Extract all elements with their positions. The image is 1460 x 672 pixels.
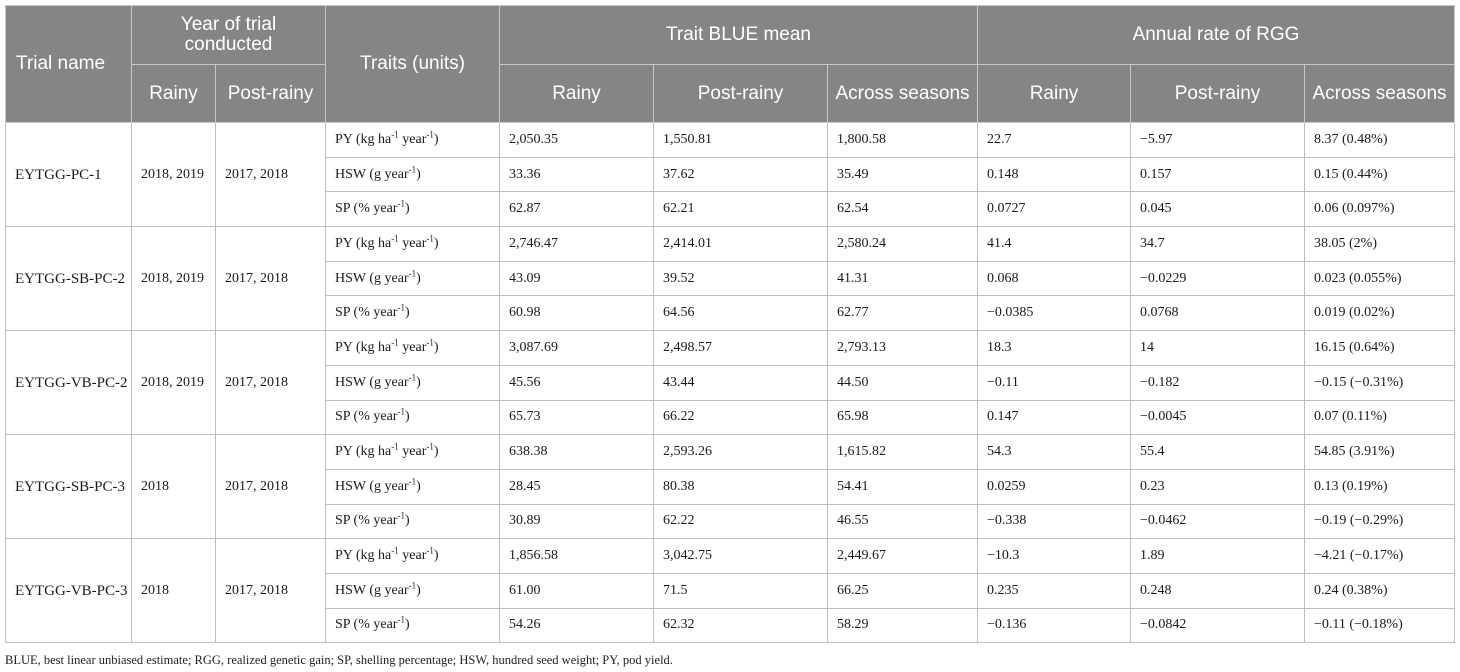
rgg-rainy-cell: −0.11 (978, 365, 1131, 400)
rgg-post-cell: 55.4 (1131, 435, 1305, 470)
trait-unit-sup2: -1 (426, 233, 434, 244)
trait-unit-sup2: -1 (426, 337, 434, 348)
trait-cell (326, 261, 500, 296)
trait-unit-sup1: -1 (391, 337, 399, 348)
header-year-conducted: Year of trial conducted (132, 6, 326, 65)
trait-unit-prefix: HSW (g year (335, 166, 409, 182)
blue-post-cell: 62.21 (654, 192, 828, 227)
post-rainy-years-cell: 2017, 2018 (216, 123, 326, 227)
blue-rainy-cell: 28.45 (500, 469, 654, 504)
trial-name-cell: EYTGG-SB-PC-3 (6, 435, 132, 539)
trait-unit-suffix: ) (433, 444, 439, 460)
rgg-rainy-cell: 22.7 (978, 123, 1131, 158)
blue-across-cell: 35.49 (828, 157, 978, 192)
trait-unit-sup1: -1 (391, 441, 399, 452)
table-header (6, 6, 1455, 123)
rgg-rainy-cell: 0.147 (978, 400, 1131, 435)
blue-rainy-cell: 61.00 (500, 573, 654, 608)
rgg-post-cell: 14 (1131, 331, 1305, 366)
table-row (6, 539, 1455, 574)
blue-post-cell: 2,414.01 (654, 227, 828, 262)
trait-unit-sup1: -1 (397, 198, 405, 209)
rgg-across-cell: 54.85 (3.91%) (1305, 435, 1455, 470)
rgg-rainy-cell: −0.0385 (978, 296, 1131, 331)
header-year-rainy: Rainy (132, 65, 216, 123)
blue-post-cell: 62.32 (654, 608, 828, 643)
rgg-post-cell: 0.248 (1131, 573, 1305, 608)
trait-unit-suffix: ) (404, 201, 410, 217)
header-trial-name: Trial name (6, 6, 132, 123)
trait-cell (326, 157, 500, 192)
trait-unit-suffix: ) (404, 409, 410, 425)
blue-across-cell: 1,615.82 (828, 435, 978, 470)
trait-unit-sup2: -1 (426, 129, 434, 140)
rgg-across-cell: 0.06 (0.097%) (1305, 192, 1455, 227)
trait-unit-sup2: -1 (426, 545, 434, 556)
rgg-across-cell: 0.13 (0.19%) (1305, 469, 1455, 504)
trait-unit-sup1: -1 (408, 372, 417, 382)
trait-unit-prefix: SP (% year (335, 617, 398, 633)
rgg-post-cell: 0.0768 (1131, 296, 1305, 331)
table-row (6, 227, 1455, 262)
trait-cell (326, 469, 500, 504)
blue-rainy-cell: 30.89 (500, 504, 654, 539)
trait-unit-suffix: ) (433, 339, 439, 355)
blue-rainy-cell: 3,087.69 (500, 331, 654, 366)
blue-rainy-cell: 2,746.47 (500, 227, 654, 262)
trait-cell (326, 539, 500, 574)
trait-unit-mid: year (398, 444, 427, 460)
trait-unit-sup1: -1 (397, 510, 405, 521)
blue-post-cell: 1,550.81 (654, 123, 828, 158)
table-footnote: BLUE, best linear unbiased estimate; RGG, realized genetic gain; SP, shelling percentage; HSW, hundred seed weight; PY, pod yield. (5, 653, 673, 667)
rgg-across-cell: 0.019 (0.02%) (1305, 296, 1455, 331)
rgg-post-cell: −5.97 (1131, 123, 1305, 158)
trait-unit-mid: year (398, 235, 427, 251)
table-row (6, 435, 1455, 470)
blue-across-cell: 58.29 (828, 608, 978, 643)
trait-unit-sup1: -1 (397, 406, 405, 417)
trait-cell (326, 573, 500, 608)
post-rainy-years-cell: 2017, 2018 (216, 539, 326, 643)
trait-unit-suffix: ) (433, 235, 439, 251)
trial-name-cell: EYTGG-VB-PC-3 (6, 539, 132, 643)
blue-post-cell: 62.22 (654, 504, 828, 539)
blue-across-cell: 54.41 (828, 469, 978, 504)
trait-unit-prefix: SP (% year (335, 409, 398, 425)
table-row (6, 123, 1455, 158)
trait-unit-prefix: SP (% year (335, 513, 398, 529)
blue-across-cell: 62.54 (828, 192, 978, 227)
table-row (6, 331, 1455, 366)
rainy-years-cell: 2018 (132, 435, 216, 539)
rgg-across-cell: −4.21 (−0.17%) (1305, 539, 1455, 574)
trait-unit-suffix: ) (404, 513, 410, 529)
blue-rainy-cell: 60.98 (500, 296, 654, 331)
header-year-post-rainy: Post-rainy (216, 65, 326, 123)
rgg-across-cell: −0.11 (−0.18%) (1305, 608, 1455, 643)
rgg-post-cell: 0.045 (1131, 192, 1305, 227)
trait-unit-suffix: ) (433, 131, 439, 147)
trial-name-cell: EYTGG-VB-PC-2 (6, 331, 132, 435)
rgg-across-cell: 0.07 (0.11%) (1305, 400, 1455, 435)
trial-name-cell: EYTGG-PC-1 (6, 123, 132, 227)
post-rainy-years-cell: 2017, 2018 (216, 435, 326, 539)
trait-unit-prefix: PY (kg ha (335, 235, 392, 251)
trait-unit-sup1: -1 (408, 476, 417, 487)
rgg-across-cell: 0.24 (0.38%) (1305, 573, 1455, 608)
header-traits: Traits (units) (326, 6, 500, 123)
blue-rainy-cell: 33.36 (500, 157, 654, 192)
trait-unit-sup1: -1 (408, 267, 417, 278)
rainy-years-cell: 2018 (132, 539, 216, 643)
trait-cell (326, 435, 500, 470)
rgg-rainy-cell: 54.3 (978, 435, 1131, 470)
blue-across-cell: 2,793.13 (828, 331, 978, 366)
blue-across-cell: 2,580.24 (828, 227, 978, 262)
rgg-post-cell: −0.0462 (1131, 504, 1305, 539)
rgg-rainy-cell: 0.068 (978, 261, 1131, 296)
rgg-rainy-cell: −0.136 (978, 608, 1131, 643)
blue-rainy-cell: 2,050.35 (500, 123, 654, 158)
blue-post-cell: 2,498.57 (654, 331, 828, 366)
trait-unit-suffix: ) (416, 270, 421, 286)
trait-unit-prefix: PY (kg ha (335, 444, 392, 460)
trait-unit-suffix: ) (416, 582, 421, 598)
trait-unit-suffix: ) (433, 548, 439, 564)
rgg-across-cell: 0.15 (0.44%) (1305, 157, 1455, 192)
blue-across-cell: 2,449.67 (828, 539, 978, 574)
trait-cell (326, 296, 500, 331)
blue-post-cell: 37.62 (654, 157, 828, 192)
trait-unit-sup2: -1 (426, 441, 434, 452)
trial-name-cell: EYTGG-SB-PC-2 (6, 227, 132, 331)
blue-post-cell: 80.38 (654, 469, 828, 504)
trait-unit-prefix: SP (% year (335, 305, 398, 321)
header-blue-mean: Trait BLUE mean (500, 6, 978, 65)
blue-rainy-cell: 1,856.58 (500, 539, 654, 574)
table-body (6, 123, 1455, 643)
trait-unit-sup1: -1 (391, 129, 399, 140)
header-rgg-post-rainy: Post-rainy (1131, 65, 1305, 123)
header-blue-post-rainy: Post-rainy (654, 65, 828, 123)
trait-unit-suffix: ) (404, 617, 410, 633)
blue-rainy-cell: 62.87 (500, 192, 654, 227)
rgg-post-cell: −0.0045 (1131, 400, 1305, 435)
blue-post-cell: 2,593.26 (654, 435, 828, 470)
blue-across-cell: 1,800.58 (828, 123, 978, 158)
header-rgg-across: Across seasons (1305, 65, 1455, 123)
trait-cell (326, 123, 500, 158)
trait-cell (326, 227, 500, 262)
rgg-post-cell: 0.23 (1131, 469, 1305, 504)
trait-unit-sup1: -1 (397, 302, 405, 313)
trait-unit-sup1: -1 (391, 545, 399, 556)
trait-unit-prefix: HSW (g year (335, 374, 409, 390)
trait-unit-prefix: SP (% year (335, 201, 398, 217)
rgg-rainy-cell: 0.148 (978, 157, 1131, 192)
rgg-across-cell: −0.19 (−0.29%) (1305, 504, 1455, 539)
rgg-across-cell: 8.37 (0.48%) (1305, 123, 1455, 158)
trait-unit-suffix: ) (416, 374, 421, 390)
rgg-rainy-cell: −0.338 (978, 504, 1131, 539)
blue-rainy-cell: 43.09 (500, 261, 654, 296)
trait-unit-sup1: -1 (408, 163, 417, 174)
rainy-years-cell: 2018, 2019 (132, 227, 216, 331)
trait-unit-sup1: -1 (397, 614, 405, 625)
trait-cell (326, 400, 500, 435)
rgg-post-cell: −0.182 (1131, 365, 1305, 400)
blue-rainy-cell: 638.38 (500, 435, 654, 470)
blue-across-cell: 65.98 (828, 400, 978, 435)
trait-unit-mid: year (398, 339, 427, 355)
trait-unit-sup1: -1 (408, 580, 417, 591)
blue-across-cell: 62.77 (828, 296, 978, 331)
trait-cell (326, 608, 500, 643)
trait-unit-mid: year (398, 548, 427, 564)
trait-cell (326, 504, 500, 539)
rgg-rainy-cell: −10.3 (978, 539, 1131, 574)
trait-unit-suffix: ) (416, 166, 421, 182)
blue-rainy-cell: 54.26 (500, 608, 654, 643)
rgg-rainy-cell: 0.0727 (978, 192, 1131, 227)
trait-unit-sup1: -1 (391, 233, 399, 244)
rgg-across-cell: 0.023 (0.055%) (1305, 261, 1455, 296)
blue-post-cell: 64.56 (654, 296, 828, 331)
trait-unit-mid: year (398, 131, 427, 147)
trait-unit-prefix: HSW (g year (335, 478, 409, 494)
header-rgg: Annual rate of RGG (978, 6, 1455, 65)
post-rainy-years-cell: 2017, 2018 (216, 331, 326, 435)
blue-rainy-cell: 65.73 (500, 400, 654, 435)
blue-post-cell: 3,042.75 (654, 539, 828, 574)
rgg-table (5, 5, 1455, 643)
trait-unit-suffix: ) (404, 305, 410, 321)
header-blue-across: Across seasons (828, 65, 978, 123)
rgg-post-cell: −0.0842 (1131, 608, 1305, 643)
rgg-post-cell: 34.7 (1131, 227, 1305, 262)
rgg-post-cell: 1.89 (1131, 539, 1305, 574)
rgg-across-cell: 38.05 (2%) (1305, 227, 1455, 262)
header-blue-rainy: Rainy (500, 65, 654, 123)
blue-post-cell: 71.5 (654, 573, 828, 608)
rgg-rainy-cell: 0.235 (978, 573, 1131, 608)
trait-cell (326, 192, 500, 227)
rgg-rainy-cell: 18.3 (978, 331, 1131, 366)
blue-across-cell: 41.31 (828, 261, 978, 296)
rgg-rainy-cell: 0.0259 (978, 469, 1131, 504)
trait-unit-prefix: PY (kg ha (335, 131, 392, 147)
trait-unit-prefix: HSW (g year (335, 270, 409, 286)
post-rainy-years-cell: 2017, 2018 (216, 227, 326, 331)
blue-across-cell: 44.50 (828, 365, 978, 400)
rainy-years-cell: 2018, 2019 (132, 331, 216, 435)
trait-cell (326, 365, 500, 400)
trait-unit-prefix: HSW (g year (335, 582, 409, 598)
blue-post-cell: 66.22 (654, 400, 828, 435)
blue-across-cell: 66.25 (828, 573, 978, 608)
rgg-across-cell: −0.15 (−0.31%) (1305, 365, 1455, 400)
trait-unit-prefix: PY (kg ha (335, 548, 392, 564)
header-rgg-rainy: Rainy (978, 65, 1131, 123)
blue-rainy-cell: 45.56 (500, 365, 654, 400)
blue-post-cell: 39.52 (654, 261, 828, 296)
rgg-post-cell: −0.0229 (1131, 261, 1305, 296)
trait-unit-prefix: PY (kg ha (335, 339, 392, 355)
trait-cell (326, 331, 500, 366)
blue-across-cell: 46.55 (828, 504, 978, 539)
blue-post-cell: 43.44 (654, 365, 828, 400)
rgg-across-cell: 16.15 (0.64%) (1305, 331, 1455, 366)
rgg-rainy-cell: 41.4 (978, 227, 1131, 262)
rgg-post-cell: 0.157 (1131, 157, 1305, 192)
rainy-years-cell: 2018, 2019 (132, 123, 216, 227)
trait-unit-suffix: ) (416, 478, 421, 494)
